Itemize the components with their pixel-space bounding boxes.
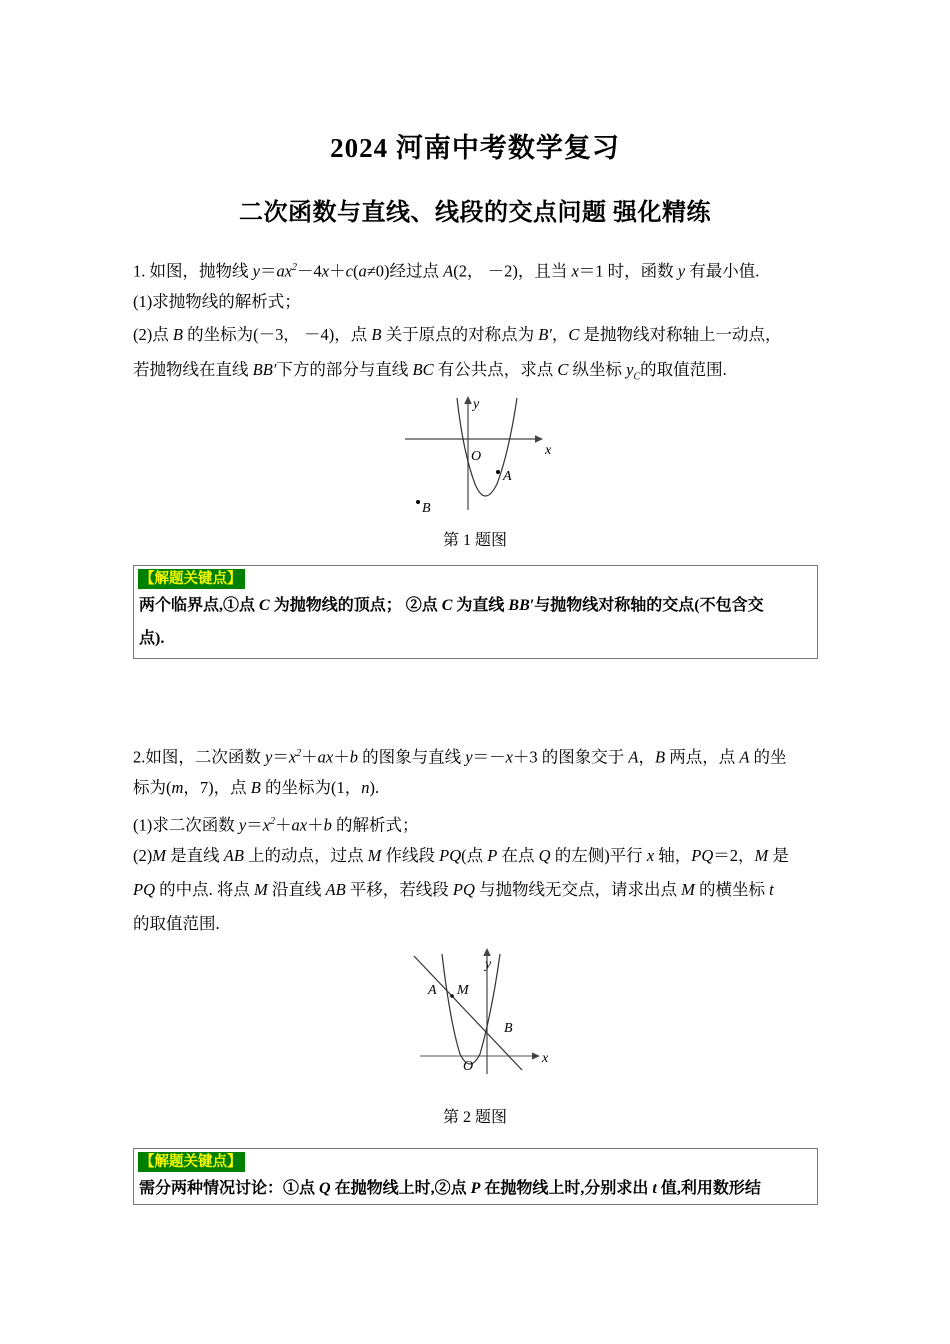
problem-1-line-4: 若抛物线在直线 BB′下方的部分与直线 BC 有公共点，求点 C 纵坐标 $y_C$的取值范围. [133,360,727,383]
figure-1-svg [385,392,565,522]
point-b-label: B [422,501,431,516]
point-a-label: A [428,983,437,998]
figure-1-caption: 第 1 题图 [442,532,507,549]
problem-2-line-5: PQ 的中点. 将点 M 沿直线 AB 平移，若线段 PQ 与抛物线无交点，请求出点 M 的横坐标 t [133,880,774,899]
figure-2-caption: 第 2 题图 [442,1109,507,1126]
x-axis-label: x [545,443,552,458]
x-axis-arrow [532,1052,540,1059]
keypoint-text-2-line-1: 需分两种情况讨论：①点 Q 在抛物线上时,②点 P 在抛物线上时,分别求出 t 值,利用数形结 [139,1180,761,1197]
y-axis-label: y [473,397,480,412]
keypoint-box-problem-2 [133,1148,818,1205]
y-axis-label: y [485,957,492,972]
line-ab [414,956,522,1070]
x-axis-arrow [535,435,543,443]
y-axis-arrow [464,396,472,404]
x-axis-label: x [542,1051,549,1066]
parabola-curve [442,954,500,1064]
keypoint-text-1-line-1: 两个临界点,①点 C 为抛物线的顶点； ②点 C 为直线 BB′与抛物线对称轴的交点(不包含交 [139,597,764,614]
keypoint-badge-2: 【解题关键点】 [138,1152,245,1172]
y-axis-arrow [483,948,491,956]
figure-2-svg [400,942,570,1077]
keypoint-text-1-line-2: 点). [139,630,165,647]
origin-label: O [471,449,482,464]
point-a-label: A [503,469,512,484]
point-m-label: M [457,983,469,998]
point-b-label: B [504,1021,513,1036]
page-title: 2024 河南中考数学复习 [330,133,620,163]
figure-problem-2 [400,942,570,1077]
problem-2-line-2: 标为(m，7)，点 B 的坐标为(1，n). [133,778,380,797]
problem-1-line-1: 1. 如图，抛物线 $y=ax^2-4x+c(a\ne 0)$经过点 A(2， －2)，且当 x＝1 时，函数 y 有最小值. [133,261,760,281]
problem-2-line-3: (1)求二次函数 $y=x^2+ax+b$ 的解析式； [133,815,419,835]
figure-problem-1 [385,392,565,522]
problem-1-line-3: (2)点 B 的坐标为(－3， －4)，点 B 关于原点的对称点为 B′，C 是抛物线对称轴上一动点， [133,325,782,344]
keypoint-box-problem-1 [133,565,818,659]
page-subtitle: 二次函数与直线、线段的交点问题 强化精练 [239,200,711,226]
origin-label: O [463,1059,474,1074]
point-a-dot [496,470,500,474]
point-b-dot [416,500,420,504]
problem-2-line-1: 2.如图，二次函数 $y=x^2+ax+b$ 的图象与直线 y＝－x＋3 的图象交于 A，B 两点，点 A 的坐 [133,747,787,767]
point-m-dot [450,994,454,998]
problem-1-line-2: (1)求抛物线的解析式； [133,292,301,311]
problem-2-line-6: 的取值范围. [133,914,220,933]
problem-2-line-4: (2)M 是直线 AB 上的动点，过点 M 作线段 PQ(点 P 在点 Q 的左侧)平行 x 轴，PQ＝2，M 是 [133,846,789,865]
keypoint-badge-1: 【解题关键点】 [138,569,245,589]
